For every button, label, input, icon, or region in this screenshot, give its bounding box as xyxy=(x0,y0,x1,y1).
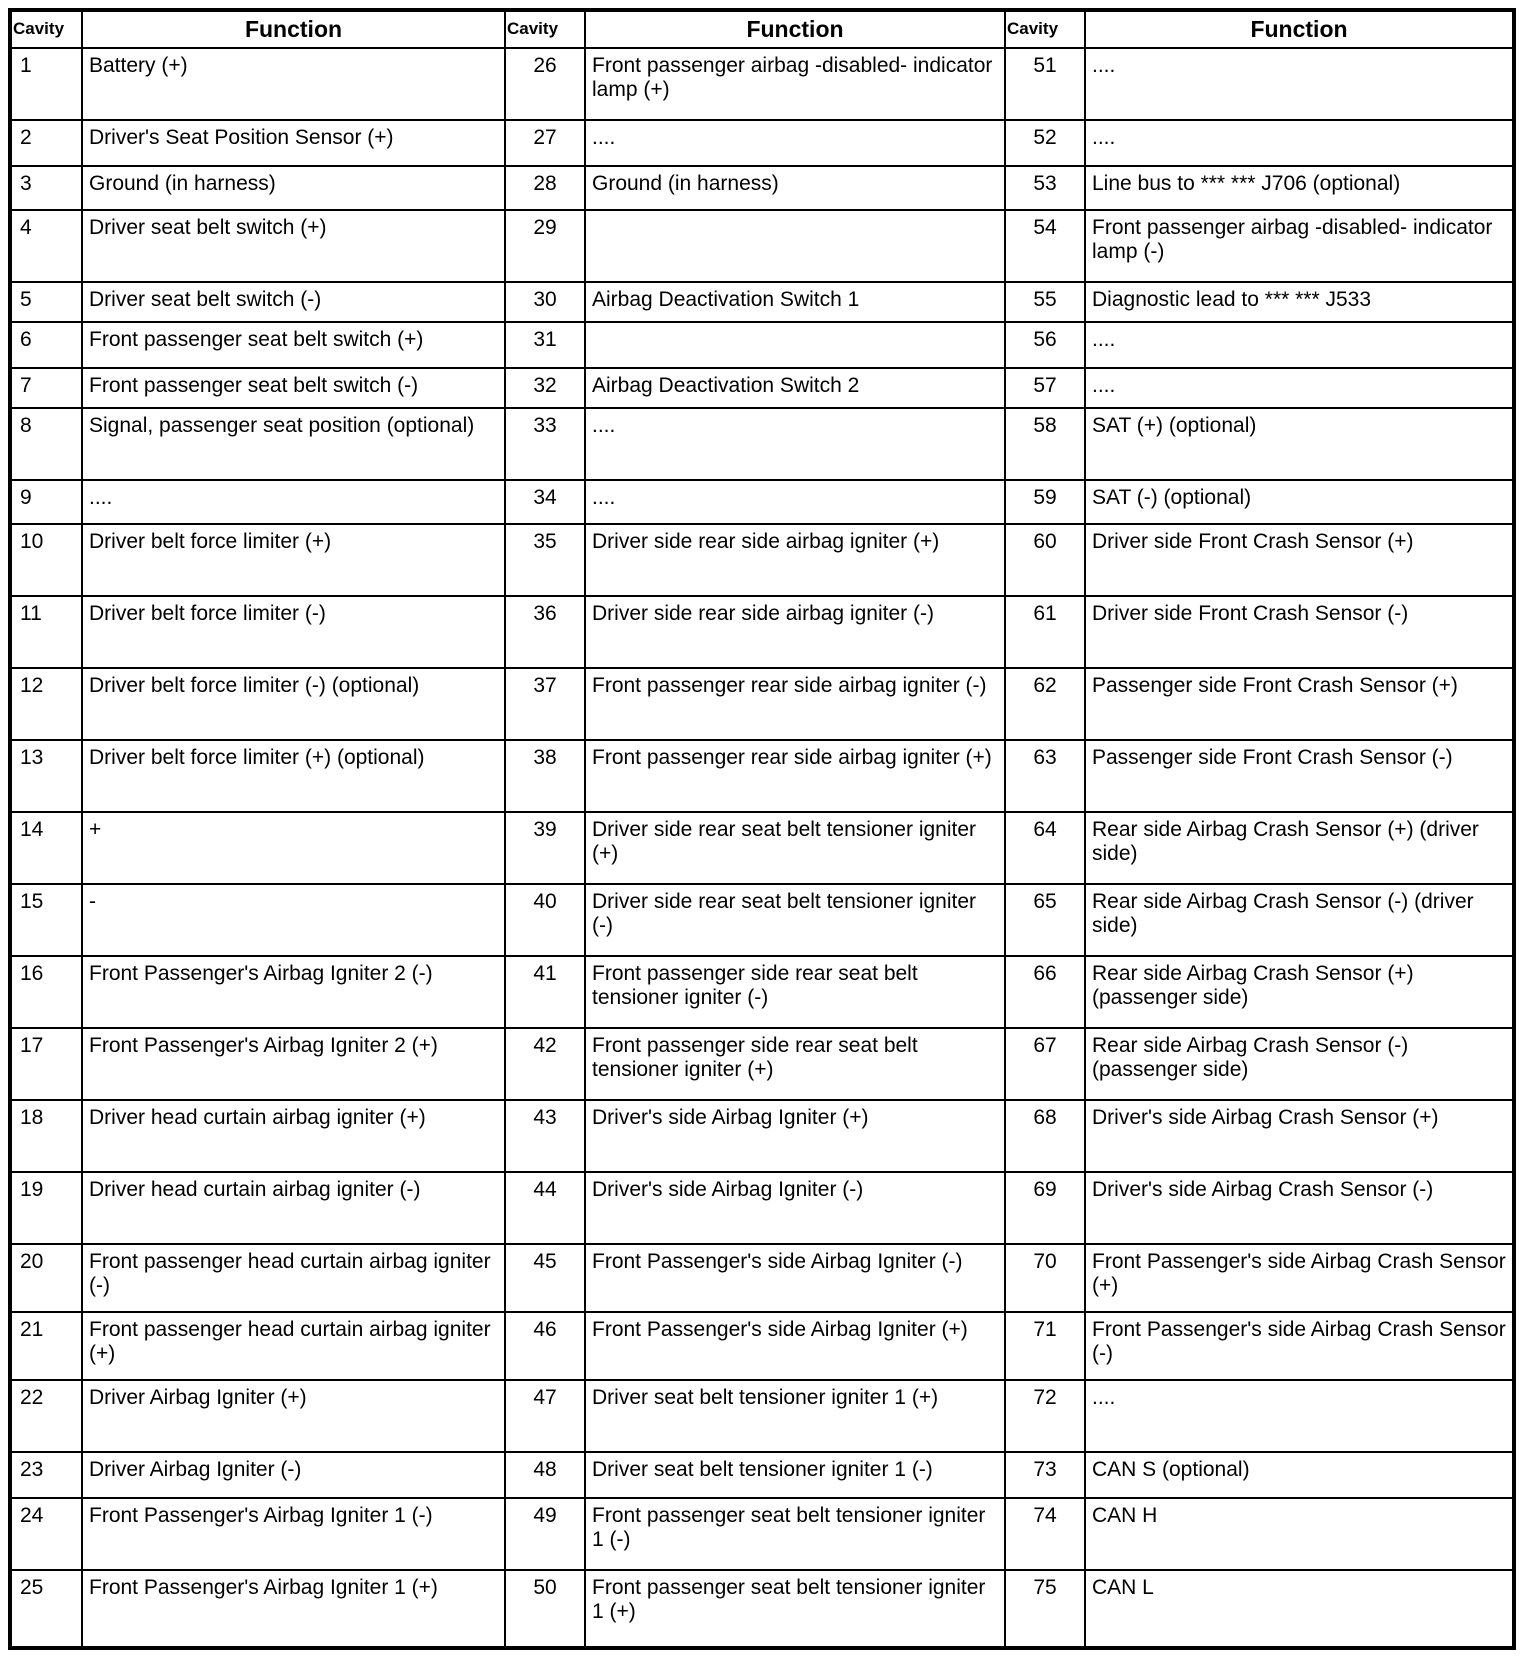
function-cell: Front Passenger's side Airbag Crash Sensor (-) xyxy=(1085,1312,1514,1380)
table-row xyxy=(10,1498,1514,1570)
function-cell: Line bus to *** *** J706 (optional) xyxy=(1085,166,1514,210)
function-cell: SAT (-) (optional) xyxy=(1085,480,1514,524)
function-cell: Front passenger head curtain airbag igniter (-) xyxy=(82,1244,505,1312)
function-cell: Driver's Seat Position Sensor (+) xyxy=(82,120,505,166)
cavity-number: 59 xyxy=(1005,480,1085,524)
table-row xyxy=(10,166,1514,210)
table-row xyxy=(10,740,1514,812)
function-cell: Driver seat belt switch (+) xyxy=(82,210,505,282)
function-cell: Front passenger side rear seat belt tensioner igniter (+) xyxy=(585,1028,1005,1100)
function-cell: Driver belt force limiter (-) xyxy=(82,596,505,668)
cavity-column-header-2: Cavity xyxy=(505,10,585,48)
function-cell: Front passenger rear side airbag igniter (-) xyxy=(585,668,1005,740)
table-row xyxy=(10,1312,1514,1380)
cavity-number: 24 xyxy=(10,1498,82,1570)
function-cell: .... xyxy=(585,120,1005,166)
cavity-number: 31 xyxy=(505,322,585,368)
cavity-number: 25 xyxy=(10,1570,82,1648)
cavity-number: 75 xyxy=(1005,1570,1085,1648)
function-cell: Front Passenger's Airbag Igniter 1 (+) xyxy=(82,1570,505,1648)
table-row xyxy=(10,322,1514,368)
cavity-number: 62 xyxy=(1005,668,1085,740)
table-row xyxy=(10,1452,1514,1498)
function-cell: Front passenger seat belt switch (+) xyxy=(82,322,505,368)
cavity-number: 35 xyxy=(505,524,585,596)
table-row xyxy=(10,282,1514,322)
cavity-number: 73 xyxy=(1005,1452,1085,1498)
cavity-number: 3 xyxy=(10,166,82,210)
table-row xyxy=(10,408,1514,480)
function-cell: Passenger side Front Crash Sensor (+) xyxy=(1085,668,1514,740)
function-cell: .... xyxy=(1085,48,1514,120)
cavity-number: 8 xyxy=(10,408,82,480)
function-cell: Driver head curtain airbag igniter (+) xyxy=(82,1100,505,1172)
function-cell: Front passenger side rear seat belt tensioner igniter (-) xyxy=(585,956,1005,1028)
function-cell: Driver side rear side airbag igniter (+) xyxy=(585,524,1005,596)
function-cell: Driver side Front Crash Sensor (+) xyxy=(1085,524,1514,596)
cavity-number: 10 xyxy=(10,524,82,596)
table-row xyxy=(10,1244,1514,1312)
cavity-number: 22 xyxy=(10,1380,82,1452)
cavity-number: 18 xyxy=(10,1100,82,1172)
function-cell xyxy=(585,322,1005,368)
cavity-number: 44 xyxy=(505,1172,585,1244)
cavity-number: 4 xyxy=(10,210,82,282)
cavity-number: 6 xyxy=(10,322,82,368)
cavity-number: 70 xyxy=(1005,1244,1085,1312)
cavity-function-table xyxy=(8,8,1516,1650)
function-cell: .... xyxy=(1085,120,1514,166)
function-cell: Driver's side Airbag Igniter (-) xyxy=(585,1172,1005,1244)
cavity-number: 32 xyxy=(505,368,585,408)
cavity-number: 71 xyxy=(1005,1312,1085,1380)
cavity-number: 69 xyxy=(1005,1172,1085,1244)
function-column-header-3: Function xyxy=(1085,10,1514,48)
cavity-number: 54 xyxy=(1005,210,1085,282)
table-row xyxy=(10,812,1514,884)
table-row xyxy=(10,1028,1514,1100)
cavity-number: 41 xyxy=(505,956,585,1028)
cavity-number: 16 xyxy=(10,956,82,1028)
cavity-column-header-1: Cavity xyxy=(10,10,82,48)
cavity-number: 51 xyxy=(1005,48,1085,120)
table-row xyxy=(10,1380,1514,1452)
cavity-number: 7 xyxy=(10,368,82,408)
cavity-number: 46 xyxy=(505,1312,585,1380)
function-cell: Front Passenger's Airbag Igniter 1 (-) xyxy=(82,1498,505,1570)
function-cell: .... xyxy=(1085,368,1514,408)
cavity-number: 60 xyxy=(1005,524,1085,596)
header-row xyxy=(10,10,1514,48)
function-cell: Driver belt force limiter (+) (optional) xyxy=(82,740,505,812)
table-row xyxy=(10,120,1514,166)
cavity-number: 29 xyxy=(505,210,585,282)
function-cell: Driver seat belt tensioner igniter 1 (+) xyxy=(585,1380,1005,1452)
cavity-number: 67 xyxy=(1005,1028,1085,1100)
cavity-number: 57 xyxy=(1005,368,1085,408)
function-cell: Driver Airbag Igniter (-) xyxy=(82,1452,505,1498)
cavity-number: 14 xyxy=(10,812,82,884)
cavity-column-header-3: Cavity xyxy=(1005,10,1085,48)
function-cell: .... xyxy=(1085,1380,1514,1452)
table-row xyxy=(10,596,1514,668)
cavity-number: 9 xyxy=(10,480,82,524)
table-row xyxy=(10,48,1514,120)
function-cell: Driver Airbag Igniter (+) xyxy=(82,1380,505,1452)
function-cell: Front Passenger's Airbag Igniter 2 (-) xyxy=(82,956,505,1028)
function-cell: Rear side Airbag Crash Sensor (+) (passenger side) xyxy=(1085,956,1514,1028)
cavity-number: 12 xyxy=(10,668,82,740)
function-cell: Diagnostic lead to *** *** J533 xyxy=(1085,282,1514,322)
cavity-number: 19 xyxy=(10,1172,82,1244)
cavity-number: 52 xyxy=(1005,120,1085,166)
function-cell: Driver side rear seat belt tensioner igniter (-) xyxy=(585,884,1005,956)
function-cell: + xyxy=(82,812,505,884)
cavity-number: 42 xyxy=(505,1028,585,1100)
cavity-number: 63 xyxy=(1005,740,1085,812)
table-row xyxy=(10,1172,1514,1244)
cavity-number: 13 xyxy=(10,740,82,812)
function-cell: Driver belt force limiter (-) (optional) xyxy=(82,668,505,740)
function-cell: Front passenger rear side airbag igniter (+) xyxy=(585,740,1005,812)
table-body xyxy=(10,48,1514,1648)
function-cell: Front passenger airbag -disabled- indicator lamp (+) xyxy=(585,48,1005,120)
cavity-number: 27 xyxy=(505,120,585,166)
function-cell: .... xyxy=(585,408,1005,480)
cavity-number: 40 xyxy=(505,884,585,956)
function-cell: .... xyxy=(82,480,505,524)
cavity-number: 26 xyxy=(505,48,585,120)
cavity-number: 34 xyxy=(505,480,585,524)
table-row xyxy=(10,524,1514,596)
function-cell: SAT (+) (optional) xyxy=(1085,408,1514,480)
table-row xyxy=(10,668,1514,740)
cavity-number: 23 xyxy=(10,1452,82,1498)
function-column-header-2: Function xyxy=(585,10,1005,48)
function-cell: - xyxy=(82,884,505,956)
function-cell: Signal, passenger seat position (optional) xyxy=(82,408,505,480)
function-cell: Ground (in harness) xyxy=(585,166,1005,210)
cavity-number: 37 xyxy=(505,668,585,740)
cavity-number: 5 xyxy=(10,282,82,322)
cavity-number: 39 xyxy=(505,812,585,884)
function-cell: Rear side Airbag Crash Sensor (+) (driver side) xyxy=(1085,812,1514,884)
cavity-number: 11 xyxy=(10,596,82,668)
function-cell: Front passenger seat belt tensioner igniter 1 (+) xyxy=(585,1570,1005,1648)
function-cell: Driver's side Airbag Crash Sensor (+) xyxy=(1085,1100,1514,1172)
cavity-number: 43 xyxy=(505,1100,585,1172)
cavity-number: 15 xyxy=(10,884,82,956)
function-cell: Driver belt force limiter (+) xyxy=(82,524,505,596)
cavity-number: 45 xyxy=(505,1244,585,1312)
function-cell: Driver side rear side airbag igniter (-) xyxy=(585,596,1005,668)
function-cell: .... xyxy=(585,480,1005,524)
cavity-number: 74 xyxy=(1005,1498,1085,1570)
cavity-number: 36 xyxy=(505,596,585,668)
cavity-number: 20 xyxy=(10,1244,82,1312)
function-cell: Front Passenger's side Airbag Igniter (-) xyxy=(585,1244,1005,1312)
function-cell: .... xyxy=(1085,322,1514,368)
function-cell: CAN S (optional) xyxy=(1085,1452,1514,1498)
function-cell: Rear side Airbag Crash Sensor (-) (driver side) xyxy=(1085,884,1514,956)
function-cell: Front passenger seat belt tensioner igniter 1 (-) xyxy=(585,1498,1005,1570)
cavity-number: 33 xyxy=(505,408,585,480)
function-column-header-1: Function xyxy=(82,10,505,48)
cavity-number: 72 xyxy=(1005,1380,1085,1452)
cavity-number: 50 xyxy=(505,1570,585,1648)
table-row xyxy=(10,1100,1514,1172)
cavity-number: 2 xyxy=(10,120,82,166)
function-cell: Driver's side Airbag Crash Sensor (-) xyxy=(1085,1172,1514,1244)
function-cell: Airbag Deactivation Switch 1 xyxy=(585,282,1005,322)
function-cell: Battery (+) xyxy=(82,48,505,120)
cavity-number: 55 xyxy=(1005,282,1085,322)
function-cell: Driver seat belt tensioner igniter 1 (-) xyxy=(585,1452,1005,1498)
cavity-number: 21 xyxy=(10,1312,82,1380)
function-cell: Driver's side Airbag Igniter (+) xyxy=(585,1100,1005,1172)
function-cell xyxy=(585,210,1005,282)
function-cell: Passenger side Front Crash Sensor (-) xyxy=(1085,740,1514,812)
cavity-number: 56 xyxy=(1005,322,1085,368)
cavity-number: 30 xyxy=(505,282,585,322)
function-cell: Front passenger head curtain airbag igniter (+) xyxy=(82,1312,505,1380)
function-cell: Front Passenger's side Airbag Igniter (+) xyxy=(585,1312,1005,1380)
function-cell: Rear side Airbag Crash Sensor (-) (passenger side) xyxy=(1085,1028,1514,1100)
function-cell: Front passenger seat belt switch (-) xyxy=(82,368,505,408)
function-cell: Driver seat belt switch (-) xyxy=(82,282,505,322)
function-cell: Front Passenger's Airbag Igniter 2 (+) xyxy=(82,1028,505,1100)
cavity-number: 1 xyxy=(10,48,82,120)
table-row xyxy=(10,368,1514,408)
table-row xyxy=(10,884,1514,956)
table-row xyxy=(10,210,1514,282)
cavity-number: 66 xyxy=(1005,956,1085,1028)
cavity-number: 48 xyxy=(505,1452,585,1498)
cavity-number: 58 xyxy=(1005,408,1085,480)
function-cell: Driver side rear seat belt tensioner igniter (+) xyxy=(585,812,1005,884)
function-cell: Airbag Deactivation Switch 2 xyxy=(585,368,1005,408)
function-cell: Front passenger airbag -disabled- indicator lamp (-) xyxy=(1085,210,1514,282)
table-row xyxy=(10,956,1514,1028)
cavity-number: 68 xyxy=(1005,1100,1085,1172)
cavity-number: 64 xyxy=(1005,812,1085,884)
cavity-number: 65 xyxy=(1005,884,1085,956)
cavity-number: 61 xyxy=(1005,596,1085,668)
cavity-number: 28 xyxy=(505,166,585,210)
cavity-number: 53 xyxy=(1005,166,1085,210)
function-cell: CAN H xyxy=(1085,1498,1514,1570)
cavity-number: 38 xyxy=(505,740,585,812)
table-row xyxy=(10,1570,1514,1648)
function-cell: Ground (in harness) xyxy=(82,166,505,210)
function-cell: Driver side Front Crash Sensor (-) xyxy=(1085,596,1514,668)
cavity-number: 47 xyxy=(505,1380,585,1452)
function-cell: CAN L xyxy=(1085,1570,1514,1648)
table-row xyxy=(10,480,1514,524)
cavity-number: 17 xyxy=(10,1028,82,1100)
function-cell: Front Passenger's side Airbag Crash Sensor (+) xyxy=(1085,1244,1514,1312)
function-cell: Driver head curtain airbag igniter (-) xyxy=(82,1172,505,1244)
cavity-number: 49 xyxy=(505,1498,585,1570)
